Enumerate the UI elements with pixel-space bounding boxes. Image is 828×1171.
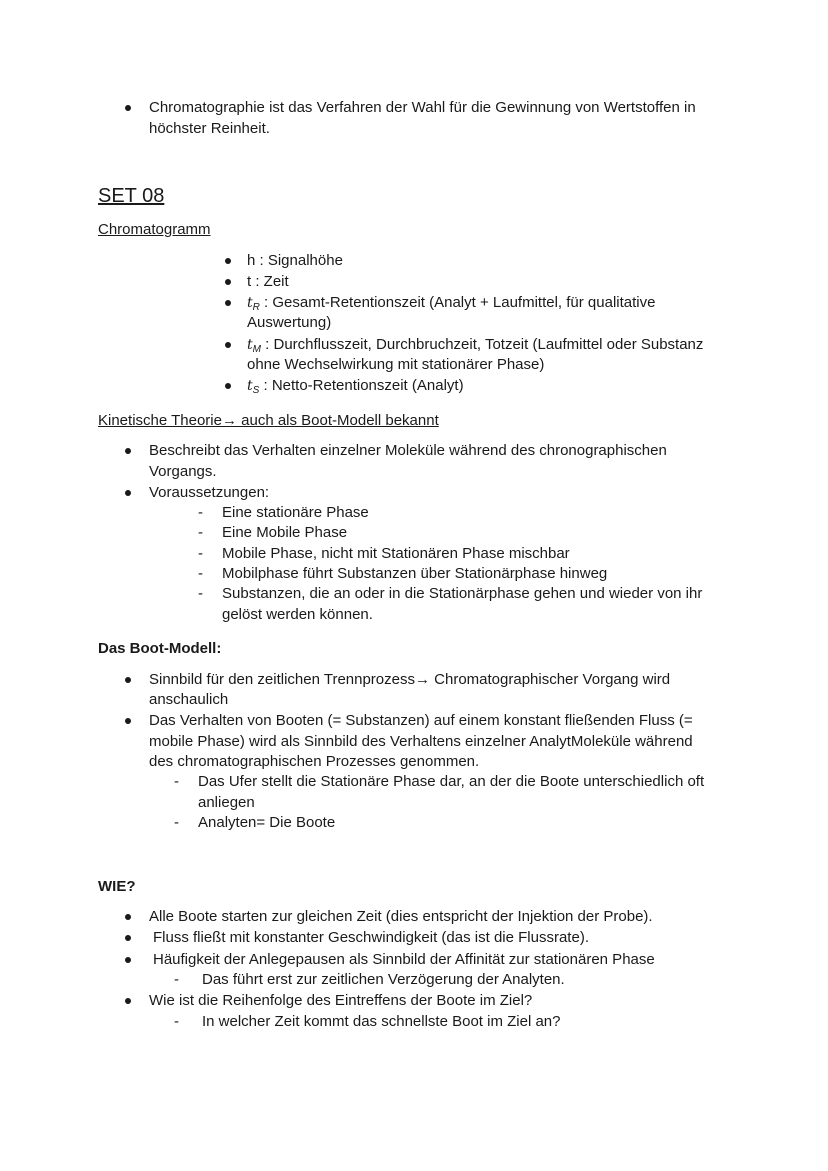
boot-b2-line2: mobile Phase) wird als Sinnbild des Verhaltens einzelner AnalytMoleküle während: [149, 733, 693, 750]
bullet-icon: [125, 957, 131, 963]
bullet-icon: [225, 279, 231, 285]
bullet-icon: [125, 914, 131, 920]
item-tm-line1: $t_M$ : Durchflusszeit, Durchbruchzeit, Totzeit (Laufmittel oder Substanz: [247, 336, 704, 355]
wie-b3: Häufigkeit der Anlegepausen als Sinnbild der Affinität zur stationären Phase: [153, 951, 655, 968]
kinetic-d3: Mobile Phase, nicht mit Stationären Phase mischbar: [222, 545, 570, 562]
dash-marker: -: [198, 524, 203, 541]
dash-marker: -: [198, 504, 203, 521]
set-heading: SET 08: [98, 185, 165, 207]
wie-b2: Fluss fließt mit konstanter Geschwindigkeit (das ist die Flussrate).: [153, 929, 589, 946]
boot-d2: Analyten= Die Boote: [198, 814, 336, 831]
boot-d1-line2: anliegen: [198, 794, 255, 811]
kinetic-d4: Mobilphase führt Substanzen über Stationärphase hinweg: [222, 565, 608, 582]
wie-b1: Alle Boote starten zur gleichen Zeit (dies entspricht der Injektion der Probe).: [149, 908, 653, 925]
wie-d1: Das führt erst zur zeitlichen Verzögerung der Analyten.: [202, 971, 565, 988]
kinetic-d5-line1: Substanzen, die an oder in die Stationärphase gehen und wieder von ihr: [222, 585, 703, 602]
item-h: h : Signalhöhe: [247, 252, 343, 269]
item-t: t : Zeit: [247, 273, 289, 290]
boot-b2-line3: des chromatographischen Prozesses genommen.: [149, 753, 480, 770]
dash-marker: -: [174, 971, 179, 988]
bullet-icon: [125, 935, 131, 941]
kinetic-b2: Voraussetzungen:: [149, 484, 270, 501]
boot-b1-line1: Sinnbild für den zeitlichen Trennprozess→ Chromatographischer Vorgang wird: [149, 671, 671, 688]
kinetic-b1-line1: Beschreibt das Verhalten einzelner Moleküle während des chronographischen: [149, 442, 667, 459]
intro-text-line1: Chromatographie ist das Verfahren der Wahl für die Gewinnung von Wertstoffen in: [149, 99, 696, 116]
boot-d1-line1: Das Ufer stellt die Stationäre Phase dar, an der die Boote unterschiedlich oft: [198, 773, 705, 790]
dash-marker: -: [198, 565, 203, 582]
bullet-icon: [225, 258, 231, 264]
bullet-icon: [125, 718, 131, 724]
kinetic-b1-line2: Vorgangs.: [149, 463, 217, 480]
intro-text-line2: höchster Reinheit.: [149, 120, 270, 137]
bullet-icon: [225, 300, 231, 306]
item-tr-line2: Auswertung): [247, 314, 332, 331]
dash-marker: -: [174, 814, 179, 831]
item-tr-line1: $t_R$ : Gesamt-Retentionszeit (Analyt + Laufmittel, für qualitative: [247, 294, 656, 313]
dash-marker: -: [198, 585, 203, 602]
kinetic-d5-line2: gelöst werden können.: [222, 606, 373, 623]
bullet-icon: [125, 490, 131, 496]
bullet-icon: [125, 105, 131, 111]
dash-marker: -: [198, 545, 203, 562]
kinetic-d2: Eine Mobile Phase: [222, 524, 348, 541]
item-tm-line2: ohne Wechselwirkung mit stationärer Phase): [247, 356, 545, 373]
bullet-icon: [125, 448, 131, 454]
boot-b2-line1: Das Verhalten von Booten (= Substanzen) auf einem konstant fließenden Fluss (=: [149, 712, 693, 729]
kinetic-heading: Kinetische Theorie→ auch als Boot-Modell bekannt: [98, 412, 439, 429]
item-ts: $t_S$ : Netto-Retentionszeit (Analyt): [247, 377, 464, 396]
wie-d2: In welcher Zeit kommt das schnellste Boot im Ziel an?: [202, 1013, 561, 1030]
wie-b4: Wie ist die Reihenfolge des Eintreffens der Boote im Ziel?: [149, 992, 533, 1009]
bullet-icon: [125, 677, 131, 683]
bullet-icon: [225, 342, 231, 348]
dash-marker: -: [174, 773, 179, 790]
chromatogramm-heading: Chromatogramm: [98, 221, 211, 238]
kinetic-d1: Eine stationäre Phase: [222, 504, 369, 521]
bullet-icon: [225, 383, 231, 389]
bullet-icon: [125, 998, 131, 1004]
boot-heading: Das Boot-Modell:: [98, 640, 222, 657]
boot-b1-line2: anschaulich: [149, 691, 229, 708]
dash-marker: -: [174, 1013, 179, 1030]
wie-heading: WIE?: [98, 878, 136, 895]
